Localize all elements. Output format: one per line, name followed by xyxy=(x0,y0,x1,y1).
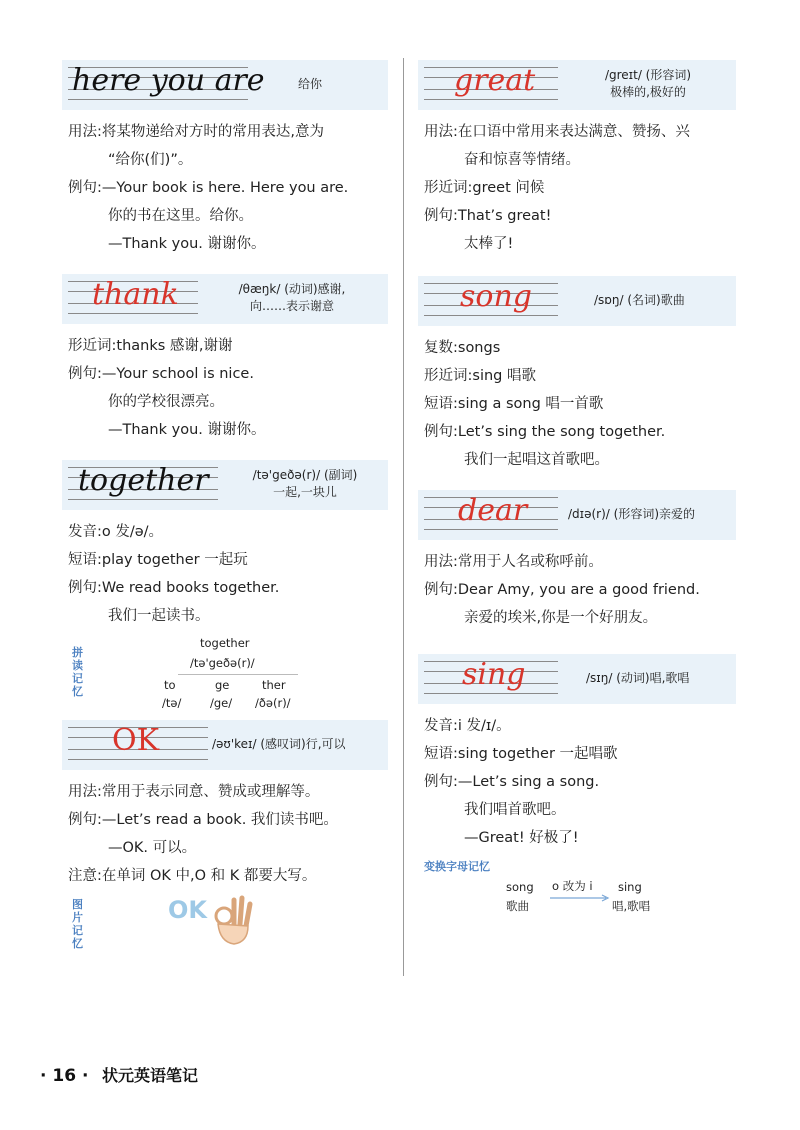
pronunciation-line: 发音:o 发/ə/。 xyxy=(68,524,164,540)
page-number: · 16 · xyxy=(40,1066,89,1086)
entry-body xyxy=(418,110,736,258)
similar-word-line: 形近词:sing 唱歌 xyxy=(424,368,536,384)
headword: great xyxy=(454,63,536,98)
phrase-line: 短语:play together 一起玩 xyxy=(68,552,248,568)
usage-line: 用法:常用于表示同意、赞成或理解等。 xyxy=(68,784,320,800)
memo-change: o 改为 i xyxy=(552,879,593,893)
example-line: 例句:—Let’s sing a song. xyxy=(424,774,600,790)
word-header xyxy=(62,720,388,770)
example-line: —Great! 好极了! xyxy=(464,830,579,846)
usage-line: 用法:常用于人名或称呼前。 xyxy=(424,554,603,570)
syllable: to xyxy=(164,678,176,692)
memo-tag: 变换字母记忆 xyxy=(424,860,490,873)
entry-body xyxy=(62,510,388,630)
example-line: 例句:—Your school is nice. xyxy=(68,366,254,382)
entry-body xyxy=(418,326,736,474)
memo-to-meaning: 唱,歌唱 xyxy=(612,899,651,913)
entry-body xyxy=(418,704,736,852)
example-line: 我们一起唱这首歌吧。 xyxy=(464,452,609,468)
entry-together xyxy=(62,460,388,712)
page-footer xyxy=(40,1063,198,1086)
syllable-sound: /tə/ xyxy=(162,696,182,710)
entry-body xyxy=(418,540,736,632)
entry-body xyxy=(62,110,388,258)
similar-word-line: 形近词:thanks 感谢,谢谢 xyxy=(68,338,233,354)
example-line: —OK. 可以。 xyxy=(108,840,197,856)
entry-body xyxy=(62,324,388,444)
entry-ok xyxy=(62,720,388,954)
syllable-sound: /ðə(r)/ xyxy=(255,696,291,710)
entry-sing xyxy=(418,654,736,918)
example-line: 你的学校很漂亮。 xyxy=(108,394,224,410)
headword: thank xyxy=(92,277,179,312)
word-header xyxy=(62,274,388,324)
meaning xyxy=(222,467,388,501)
example-line: 我们一起读书。 xyxy=(108,608,210,624)
usage-line: 用法:将某物递给对方时的常用表达,意为 xyxy=(68,124,324,140)
meaning: 给你 xyxy=(298,77,323,91)
pronunciation-line: 发音:i 发/ɪ/。 xyxy=(424,718,511,734)
phrase-line: 短语:sing together 一起唱歌 xyxy=(424,746,618,762)
syllable: ge xyxy=(215,678,230,692)
word-header xyxy=(418,654,736,704)
meaning-line: /θæŋk/ (动词)感谢, xyxy=(238,282,346,296)
memo-word: together xyxy=(200,636,250,650)
entry-here-you-are xyxy=(62,60,388,258)
example-line: —Thank you. 谢谢你。 xyxy=(108,236,266,252)
right-column xyxy=(418,60,736,918)
example-line: —Thank you. 谢谢你。 xyxy=(108,422,266,438)
column-divider xyxy=(403,58,404,976)
memo-from-word: song xyxy=(506,880,534,894)
headword: sing xyxy=(462,657,526,692)
entry-thank xyxy=(62,274,388,444)
example-line: 例句:Dear Amy, you are a good friend. xyxy=(424,582,700,598)
ok-hand-icon xyxy=(210,894,254,946)
book-title: 状元英语笔记 xyxy=(102,1066,199,1085)
meaning-line: 极棒的,极好的 xyxy=(610,85,686,99)
meaning: /sɒŋ/ (名词)歌曲 xyxy=(594,293,685,307)
word-header xyxy=(418,276,736,326)
memo-from-meaning: 歌曲 xyxy=(506,899,529,913)
meaning: /sɪŋ/ (动词)唱,歌唱 xyxy=(586,671,690,685)
picture-memo xyxy=(62,894,388,954)
word-header xyxy=(418,60,736,110)
example-line: 你的书在这里。给你。 xyxy=(108,208,253,224)
entry-song xyxy=(418,276,736,474)
memo-phonetic: /tə'geðə(r)/ xyxy=(190,656,255,670)
meaning xyxy=(568,67,728,101)
usage-line: 奋和惊喜等情绪。 xyxy=(464,152,580,168)
word-header xyxy=(62,60,388,110)
headword: OK xyxy=(112,723,160,758)
example-line: 例句:That’s great! xyxy=(424,208,552,224)
example-line: 例句:—Let’s read a book. 我们读书吧。 xyxy=(68,812,338,828)
meaning-line: /tə'geðə(r)/ (副词) xyxy=(252,468,358,482)
phonics-memo xyxy=(62,634,388,712)
usage-line: 用法:在口语中常用来表达满意、赞扬、兴 xyxy=(424,124,690,140)
left-column xyxy=(62,60,388,954)
phrase-line: 短语:sing a song 唱一首歌 xyxy=(424,396,604,412)
letter-change-memo xyxy=(418,856,736,918)
ok-picture-label: OK xyxy=(168,896,207,924)
meaning-line: 向……表示谢意 xyxy=(249,299,334,313)
headword: together xyxy=(78,463,209,498)
memo-divider xyxy=(178,674,298,675)
word-header xyxy=(62,460,388,510)
memo-tag: 拼读记忆 xyxy=(72,646,83,698)
meaning: /dɪə(r)/ (形容词)亲爱的 xyxy=(568,507,696,521)
entry-great xyxy=(418,60,736,258)
syllable: ther xyxy=(262,678,286,692)
similar-word-line: 形近词:greet 问候 xyxy=(424,180,545,196)
plural-line: 复数:songs xyxy=(424,340,501,356)
syllable-sound: /ge/ xyxy=(210,696,233,710)
example-line: 亲爱的埃米,你是一个好朋友。 xyxy=(464,610,658,626)
entry-body xyxy=(62,770,388,890)
arrow-right-icon xyxy=(550,894,612,902)
note-line: 注意:在单词 OK 中,O 和 K 都要大写。 xyxy=(68,868,317,884)
usage-line: “给你(们)”。 xyxy=(108,152,193,168)
headword: dear xyxy=(458,493,528,528)
example-line: 我们唱首歌吧。 xyxy=(464,802,566,818)
example-line: 例句:—Your book is here. Here you are. xyxy=(68,180,349,196)
word-header xyxy=(418,490,736,540)
headword: song xyxy=(460,279,532,314)
meaning-line: /greɪt/ (形容词) xyxy=(604,68,692,82)
headword: here you are xyxy=(72,63,265,98)
meaning xyxy=(212,281,372,315)
meaning-line: 一起,一块儿 xyxy=(273,485,337,499)
meaning: /əʊ'keɪ/ (感叹词)行,可以 xyxy=(212,737,346,751)
example-line: 例句:Let’s sing the song together. xyxy=(424,424,666,440)
example-line: 例句:We read books together. xyxy=(68,580,280,596)
example-line: 太棒了! xyxy=(464,236,514,252)
memo-to-word: sing xyxy=(618,880,642,894)
entry-dear xyxy=(418,490,736,632)
memo-tag: 图片记忆 xyxy=(72,898,83,950)
